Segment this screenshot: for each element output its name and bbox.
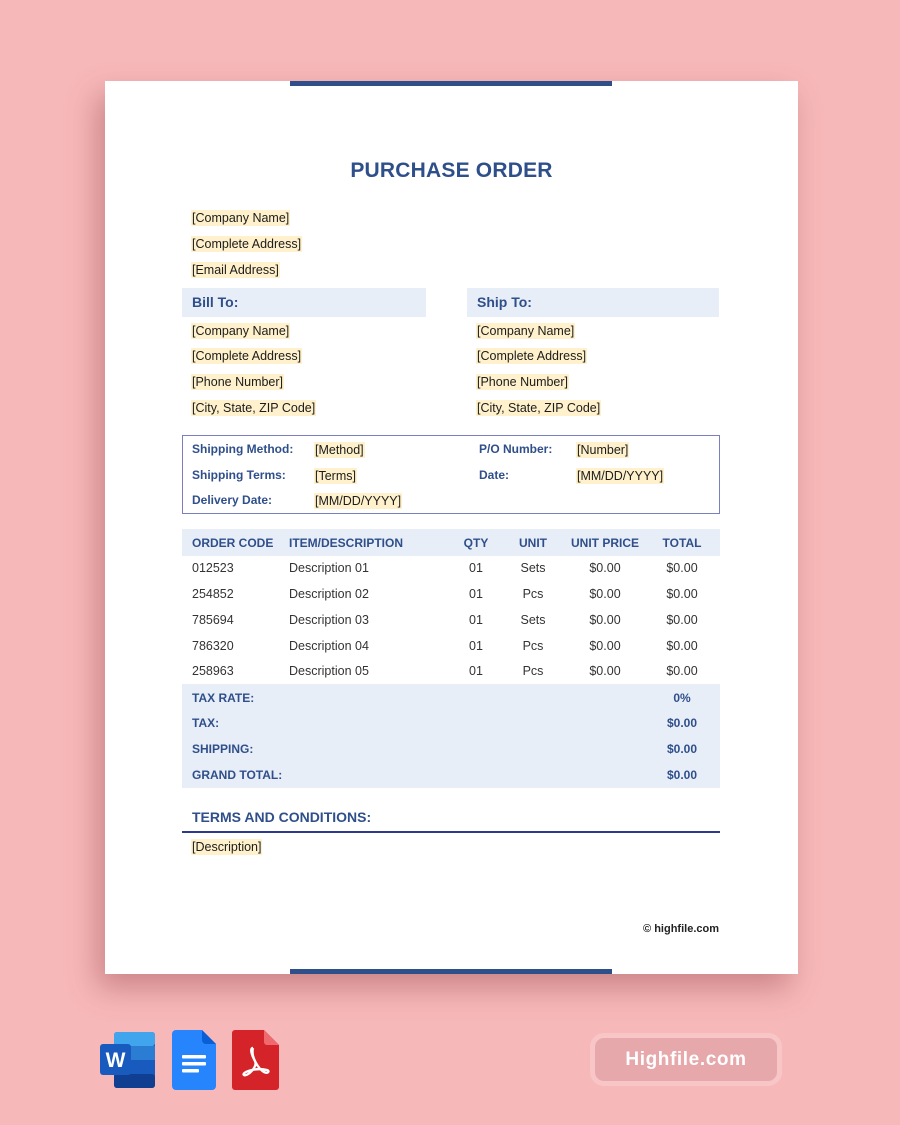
terms-divider	[182, 831, 720, 833]
svg-text:W: W	[105, 1049, 126, 1072]
date-label: Date:	[479, 468, 510, 482]
item-unit[interactable]: Sets	[520, 613, 546, 627]
tax-value[interactable]: $0.00	[666, 716, 698, 730]
bill-to-address[interactable]: [Complete Address]	[192, 349, 302, 363]
grand-total-value[interactable]: $0.00	[666, 768, 698, 782]
item-total[interactable]: $0.00	[666, 561, 698, 575]
shipping-info-box	[182, 435, 720, 514]
pdf-icon[interactable]	[232, 1030, 279, 1090]
order-code[interactable]: 786320	[192, 639, 234, 653]
tax-label: TAX:	[192, 716, 220, 730]
bill-to-phone[interactable]: [Phone Number]	[192, 375, 284, 389]
items-table-header	[182, 529, 720, 556]
totals-section	[182, 684, 720, 788]
item-description[interactable]: Description 01	[289, 561, 369, 575]
ship-to-city-state-zip[interactable]: [City, State, ZIP Code]	[477, 401, 601, 415]
purchase-order-document	[105, 81, 798, 974]
table-row	[182, 582, 720, 608]
bill-to-heading: Bill To:	[192, 294, 239, 310]
item-qty[interactable]: 01	[469, 664, 483, 678]
item-description[interactable]: Description 04	[289, 639, 369, 653]
ship-to-header	[467, 288, 719, 317]
item-total[interactable]: $0.00	[666, 613, 698, 627]
terms-heading: TERMS AND CONDITIONS:	[192, 809, 372, 825]
item-unit-price[interactable]: $0.00	[589, 561, 621, 575]
tax-rate-label: TAX RATE:	[192, 691, 255, 705]
item-unit[interactable]: Pcs	[522, 587, 544, 601]
item-unit-price[interactable]: $0.00	[589, 639, 621, 653]
shipping-terms-value[interactable]: [Terms]	[315, 469, 356, 483]
tax-rate-value[interactable]: 0%	[673, 691, 691, 705]
table-row	[182, 659, 720, 685]
bottom-accent-bar	[290, 969, 612, 974]
item-total[interactable]: $0.00	[666, 639, 698, 653]
item-unit-price[interactable]: $0.00	[589, 613, 621, 627]
delivery-date-value[interactable]: [MM/DD/YYYY]	[315, 494, 402, 508]
col-order-code: ORDER CODE	[192, 536, 274, 550]
ship-to-phone[interactable]: [Phone Number]	[477, 375, 569, 389]
col-qty: QTY	[463, 536, 489, 550]
col-unit: UNIT	[519, 536, 547, 550]
sender-address[interactable]: [Complete Address]	[192, 237, 302, 251]
order-code[interactable]: 258963	[192, 664, 234, 678]
item-description[interactable]: Description 02	[289, 587, 369, 601]
item-unit[interactable]: Pcs	[522, 664, 544, 678]
item-description[interactable]: Description 03	[289, 613, 369, 627]
shipping-value[interactable]: $0.00	[666, 742, 698, 756]
po-number-value[interactable]: [Number]	[577, 443, 629, 457]
delivery-date-label: Delivery Date:	[192, 493, 273, 507]
page-title: PURCHASE ORDER	[350, 159, 553, 182]
item-unit[interactable]: Pcs	[522, 639, 544, 653]
item-total[interactable]: $0.00	[666, 587, 698, 601]
col-unit-price: UNIT PRICE	[570, 536, 640, 550]
po-number-label: P/O Number:	[479, 442, 553, 456]
highfile-brand-button[interactable]: Highfile.com	[590, 1033, 782, 1086]
item-unit-price[interactable]: $0.00	[589, 587, 621, 601]
bill-to-header	[182, 288, 426, 317]
top-accent-bar	[290, 81, 612, 86]
shipping-method-value[interactable]: [Method]	[315, 443, 364, 457]
table-row	[182, 634, 720, 660]
grand-total-label: GRAND TOTAL:	[192, 768, 283, 782]
copyright-text: © highfile.com	[643, 923, 719, 935]
google-docs-icon[interactable]	[172, 1030, 216, 1090]
item-description[interactable]: Description 05	[289, 664, 369, 678]
shipping-terms-label: Shipping Terms:	[192, 468, 286, 482]
ship-to-company-name[interactable]: [Company Name]	[477, 324, 575, 338]
item-total[interactable]: $0.00	[666, 664, 698, 678]
sender-email[interactable]: [Email Address]	[192, 263, 279, 277]
col-item-description: ITEM/DESCRIPTION	[289, 536, 404, 550]
sender-company-name[interactable]: [Company Name]	[192, 211, 290, 225]
ship-to-address[interactable]: [Complete Address]	[477, 349, 587, 363]
terms-description[interactable]: [Description]	[192, 840, 262, 854]
order-code[interactable]: 012523	[192, 561, 234, 575]
table-row	[182, 608, 720, 634]
word-icon[interactable]	[100, 1030, 157, 1090]
item-qty[interactable]: 01	[469, 639, 483, 653]
item-unit-price[interactable]: $0.00	[589, 664, 621, 678]
col-total: TOTAL	[662, 536, 702, 550]
shipping-label: SHIPPING:	[192, 742, 254, 756]
table-row	[182, 556, 720, 582]
item-qty[interactable]: 01	[469, 587, 483, 601]
shipping-method-label: Shipping Method:	[192, 442, 294, 456]
bill-to-company-name[interactable]: [Company Name]	[192, 324, 290, 338]
date-value[interactable]: [MM/DD/YYYY]	[577, 469, 664, 483]
item-qty[interactable]: 01	[469, 561, 483, 575]
bill-to-city-state-zip[interactable]: [City, State, ZIP Code]	[192, 401, 316, 415]
item-qty[interactable]: 01	[469, 613, 483, 627]
order-code[interactable]: 254852	[192, 587, 234, 601]
ship-to-heading: Ship To:	[477, 294, 532, 310]
order-code[interactable]: 785694	[192, 613, 234, 627]
item-unit[interactable]: Sets	[520, 561, 546, 575]
